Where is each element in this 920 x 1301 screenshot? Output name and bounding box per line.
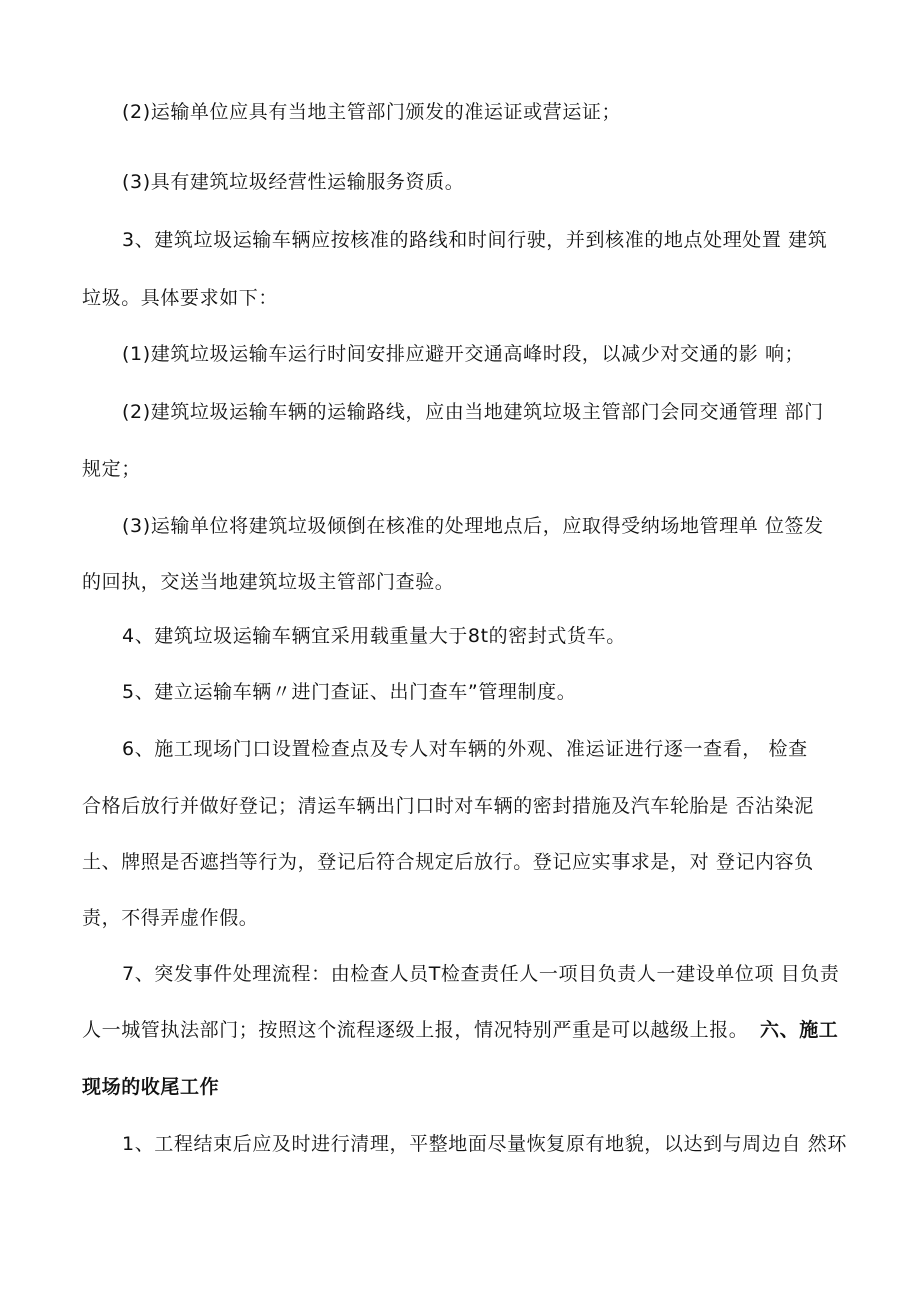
text-line: 责，不得弄虚作假。 [82, 907, 259, 929]
text-line: 1、工程结束后应及时进行清理，平整地面尽量恢复原有地貌，以达到与周边自 然环 [122, 1133, 847, 1155]
text-line: 土、牌照是否遮挡等行为，登记后符合规定后放行。登记应实事求是，对 登记内容负 [82, 851, 814, 873]
text-line: (3)具有建筑垃圾经营性运输服务资质。 [122, 171, 465, 193]
text-line: (2)建筑垃圾运输车辆的运输路线，应由当地建筑垃圾主管部门会同交通管理 部门 [122, 401, 824, 423]
text-line: 4、建筑垃圾运输车辆宜采用载重量大于8t的密封式货车。 [122, 625, 626, 647]
text-line: 3、建筑垃圾运输车辆应按核准的路线和时间行驶，并到核准的地点处理处置 建筑 [122, 229, 828, 251]
text-line: 合格后放行并做好登记；清运车辆出门口时对车辆的密封措施及汽车轮胎是 否沾染泥 [82, 795, 814, 817]
text-line: (1)建筑垃圾运输车运行时间安排应避开交通高峰时段，以减少对交通的影 响； [122, 343, 805, 365]
text-line: 7、突发事件处理流程：由检查人员T检查责任人一项目负责人一建设单位项 目负责 [122, 963, 840, 985]
text-line: 垃圾。具体要求如下： [82, 287, 279, 309]
section-heading-part1: 六、施工 [760, 1019, 839, 1041]
text-line: 人一城管执法部门；按照这个流程逐级上报，情况特别严重是可以越级上报。 [82, 1019, 749, 1041]
text-line: 规定； [82, 458, 141, 480]
text-line: (2)运输单位应具有当地主管部门颁发的准运证或营运证； [122, 101, 622, 123]
text-line: 6、施工现场门口设置检查点及专人对车辆的外观、准运证进行逐一查看， 检查 [122, 738, 808, 760]
text-line: 的回执，交送当地建筑垃圾主管部门查验。 [82, 571, 455, 593]
text-line: 5、建立运输车辆〃进门查证、出门查车”管理制度。 [122, 681, 577, 703]
section-heading-part2: 现场的收尾工作 [82, 1076, 220, 1098]
text-line: (3)运输单位将建筑垃圾倾倒在核准的处理地点后，应取得受纳场地管理单 位签发 [122, 515, 824, 537]
